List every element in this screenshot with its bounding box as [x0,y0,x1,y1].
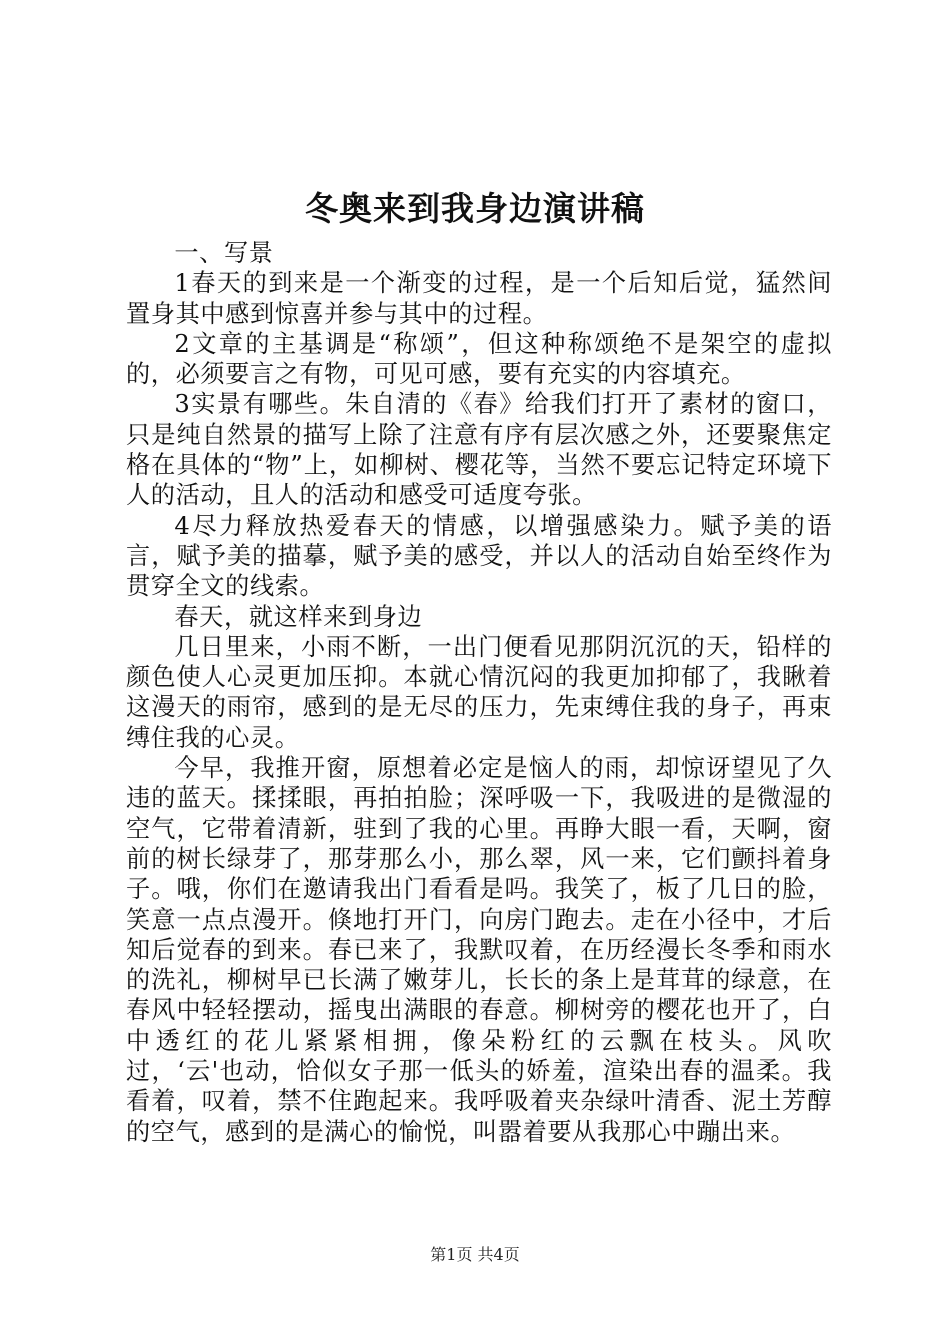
paragraph-point-2: 2文章的主基调是“称颂”，但这种称颂绝不是架空的虚拟的，必须要言之有物，可见可感，要有充实的内容填充。 [126,329,832,389]
paragraph-point-4: 4尽力释放热爱春天的情感，以增强感染力。赋予美的语言，赋予美的描摹，赋予美的感受，并以人的活动自始至终作为贯穿全文的线索。 [126,511,832,601]
page-number-footer: 第1页 共4页 [430,1245,520,1264]
essay-paragraph-2: 今早，我推开窗，原想着必定是恼人的雨，却惊讶望见了久违的蓝天。揉揉眼，再拍拍脸；深呼吸一下，我吸进的是微湿的空气，它带着清新，驻到了我的心里。再睁大眼一看，天啊，窗前的树长绿芽了，那芽那么小，那么翠，风一来，它们颤抖着身子。哦，你们在邀请我出门看看是吗。我笑了，板了几日的脸，笑意一点点漫开。倏地打开门，向房门跑去。走在小径中，才后知后觉春的到来。春已来了，我默叹着，在历经漫长冬季和雨水的洗礼，柳树早已长满了嫩芽儿，长长的条上是茸茸的绿意，在春风中轻轻摆动，摇曳出满眼的春意。柳树旁的樱花也开了，白中透红的花儿紧紧相拥，像朵粉红的云飘在枝头。风吹过，‘云'也动，恰似女子那一低头的娇羞，渲染出春的温柔。我看着，叹着，禁不住跑起来。我呼吸着夹杂绿叶清香、泥土芳醇的空气，感到的是满心的愉悦，叫嚣着要从我那心中蹦出来。 [126,754,832,1146]
document-title: 冬奥来到我身边演讲稿 [305,189,645,228]
essay-subtitle: 春天，就这样来到身边 [174,602,423,631]
essay-paragraph-1: 几日里来，小雨不断，一出门便看见那阴沉沉的天，铅样的颜色使人心灵更加压抑。本就心情沉闷的我更加抑郁了，我瞅着这漫天的雨帘，感到的是无尽的压力，先束缚住我的身子，再束缚住我的心灵。 [126,632,832,752]
paragraph-point-1: 1春天的到来是一个渐变的过程，是一个后知后觉，猛然间置身其中感到惊喜并参与其中的过程。 [126,269,832,328]
document-body [126,238,832,1147]
heading-xiejing: 一、写景 [174,239,274,267]
paragraph-point-3: 3实景有哪些。朱自清的《春》给我们打开了素材的窗口，只是纯自然景的描写上除了注意有序有层次感之外，还要聚焦定格在具体的“物”上，如柳树、樱花等，当然不要忘记特定环境下人的活动，且人的活动和感受可适度夸张。 [126,390,832,510]
